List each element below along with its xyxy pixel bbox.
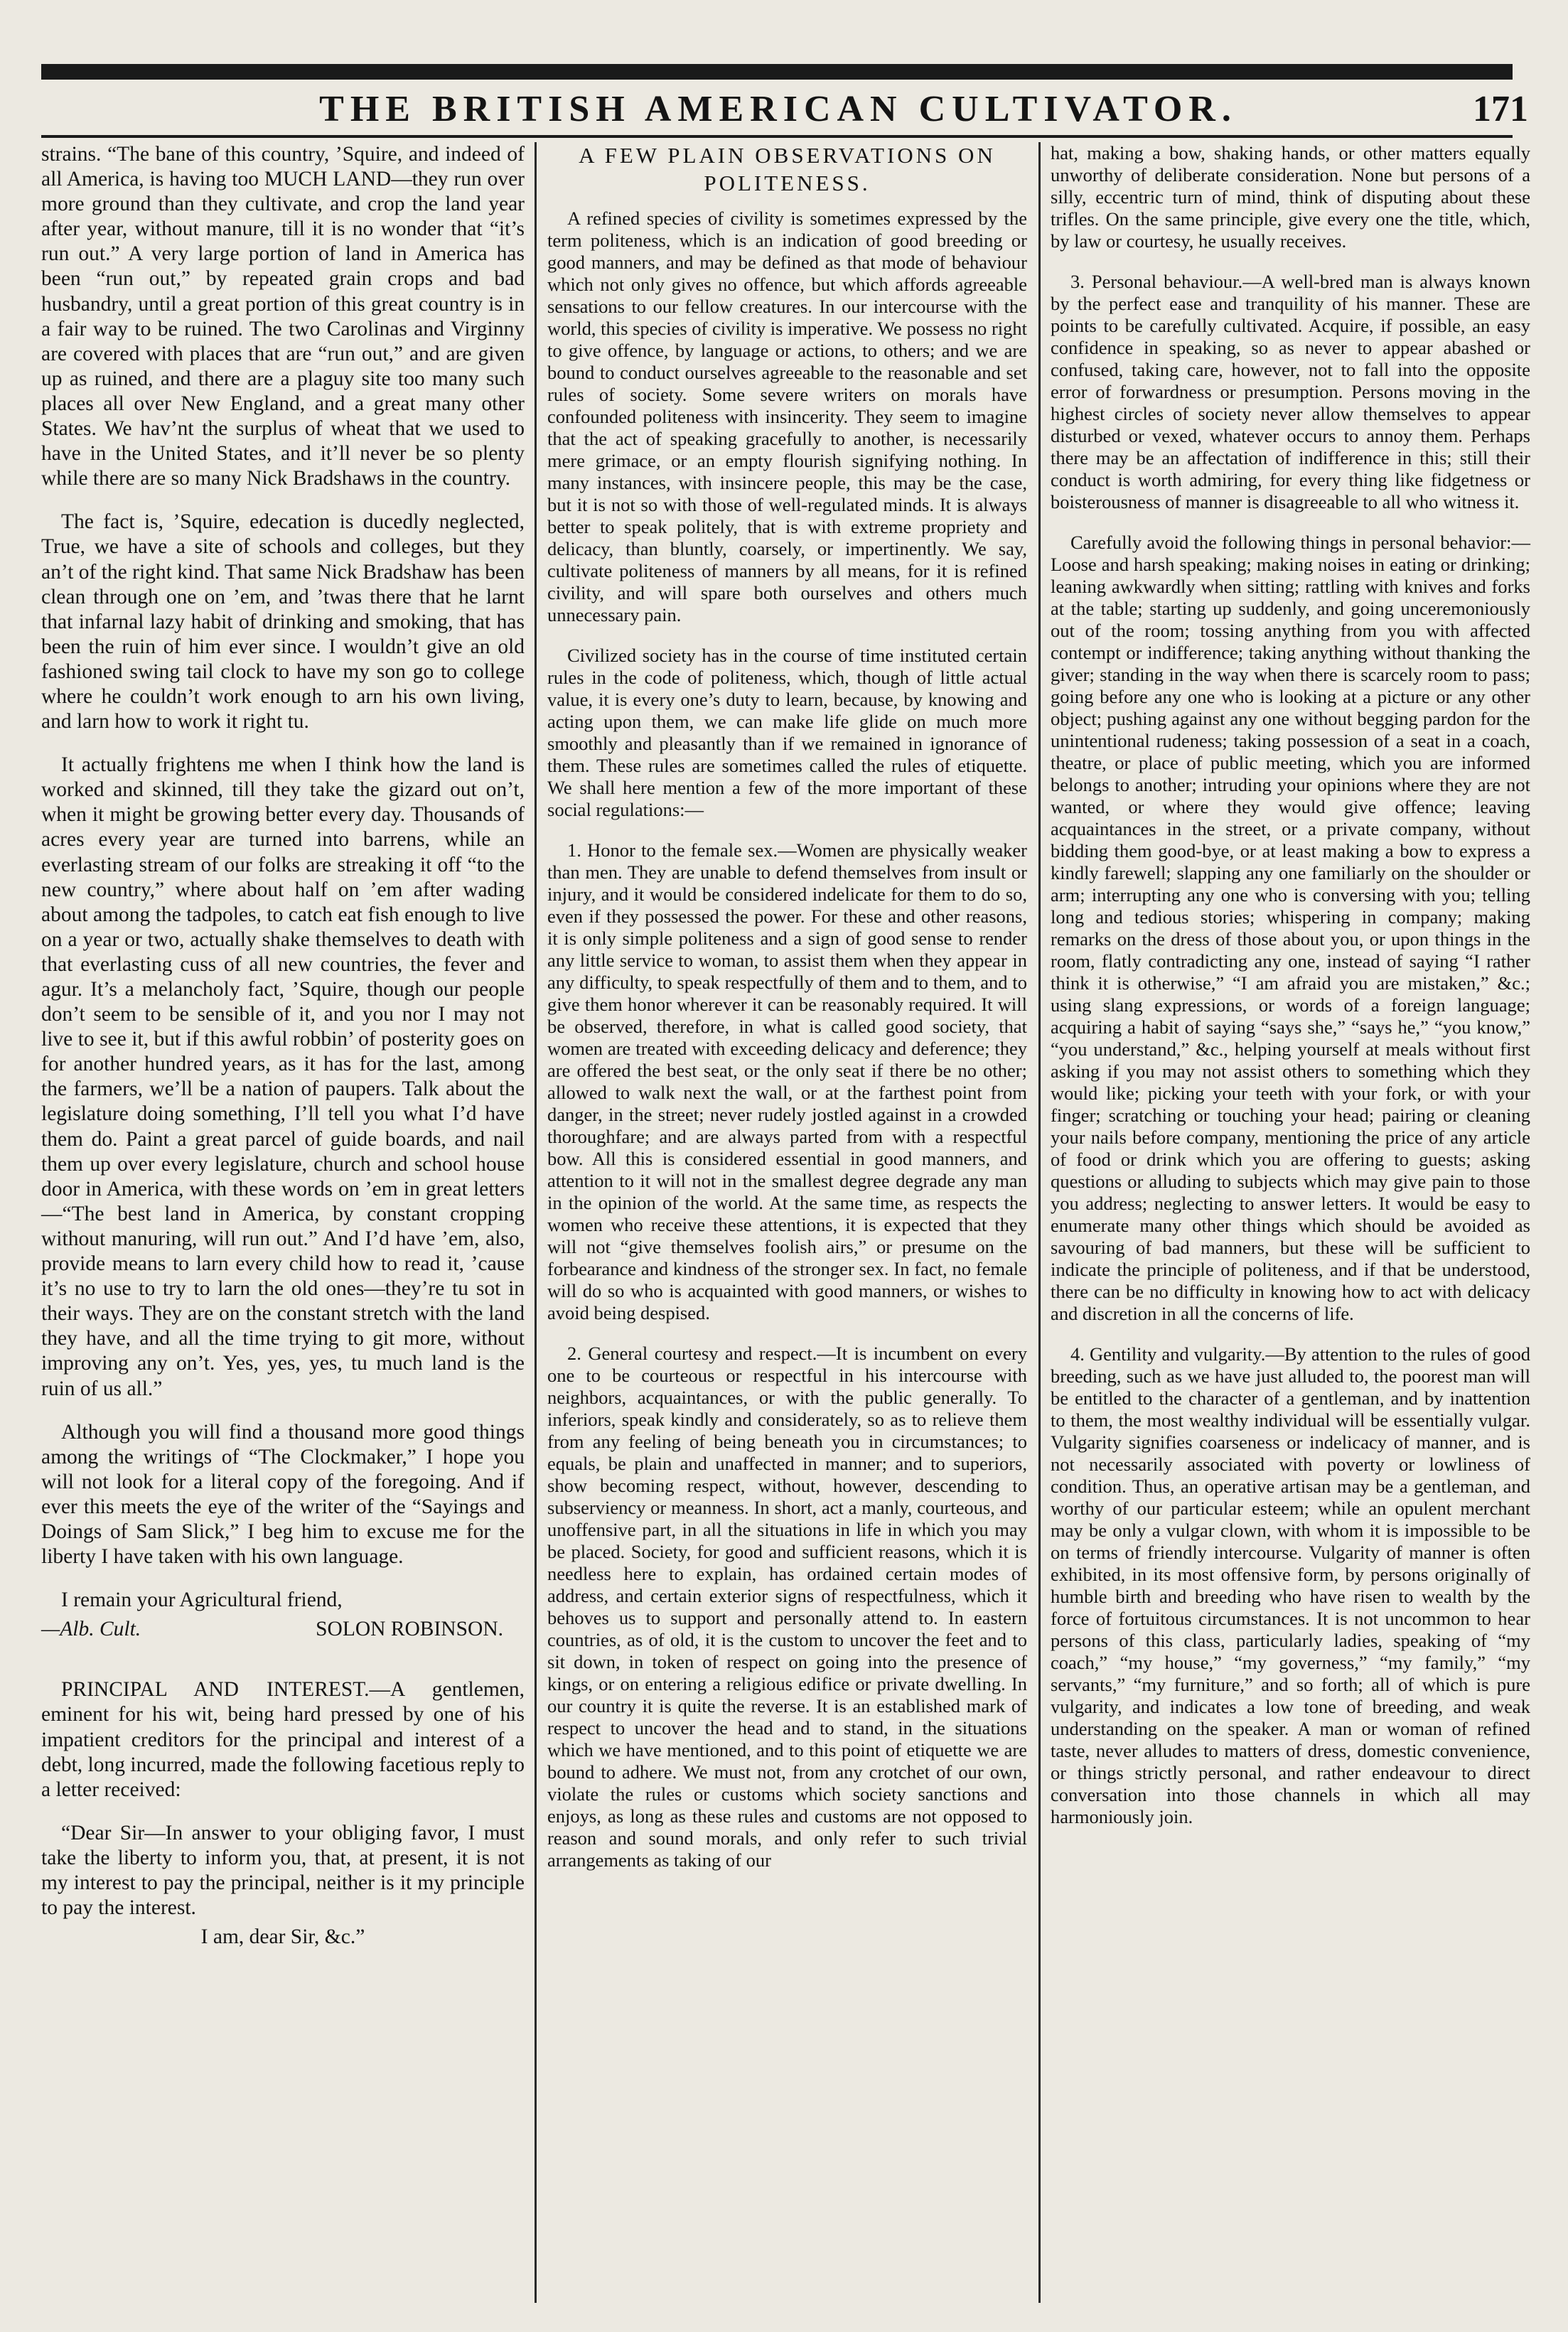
article-paragraph: A refined species of civility is sometimes expressed by the term politeness, which is an indication of good breeding or good manners, and may be defined as that mode of behaviour which not only gives no offence, but which affords agreeable sensations to our fellow creatures. In our intercourse with the world, this species of civility is imperative. We possess no right to give offence, by language or actions, to others; and we are bound to conduct ourselves agreeable to the reasonable and set rules of society. Some severe writers on morals have confounded politeness with insincerity. They seem to imagine that the act of speaking gracefully to another, is necessarily mere grimace, or an empty flourish signifying nothing. In many instances, with insincere people, this may be the case, but it is not so with those of well-regulated minds. It is always better to speak politely, that is with extreme propriety and delicacy, than bluntly, coarsely, or impertinently. We say, cultivate politeness of manners by all means, for it is refined civility, and will spare both ourselves and others much unnecessary pain. [547, 207, 1027, 625]
article-paragraph: PRINCIPAL AND INTEREST.—A gentlemen, eminent for his wit, being hard pressed by one of his impatient creditors for the principal and interest of a debt, long incurred, made the following facetious reply to a letter received: [41, 1678, 525, 1801]
article-paragraph: Carefully avoid the following things in personal behavior:—Loose and harsh speaking; making noises in eating or drinking; leaning awkwardly when sitting; rattling with knives and forks at the table; starting up suddenly, and going unceremoniously out of the room; tossing anything from you with affected contempt or indifference; taking anything without thanking the giver; standing in the way when there is scarcely room to pass; going before any one who is looking at a picture or any other object; pushing against any one without begging pardon for the unintentional rudeness; taking possession of a seat in a coach, theatre, or place of public meeting, which you are informed belongs to another; intruding your opinions where they are not wanted, or where they would give offence; leaving acquaintances in the street, or a private company, without bidding them good-bye, or at least making a bow to express a kindly farewell; slapping any one familiarly on the shoulder or arm; interrupting any one who is conversing with you; telling long and tedious stories; whispering in company; making remarks on the dress of those about you, or upon things in the room, flatly contradicting any one, instead of saying “I rather think it is otherwise,” “I am afraid you are mistaken,” &c.; using slang expressions, or words of a foreign language; acquiring a habit of saying “says she,” “says he,” “you know,” “you understand,” &c., helping yourself at meals without first asking if you may not assist others to something which they would like; picking your teeth with your fork, or with your finger; scratching or touching your head; pairing or cleaning your nails before company, mentioning the price of any article of food or drink which you are offering to guests; asking questions or alluding to subjects which may give pain to those you address; neglecting to answer letters. It would be easy to enumerate many other things which should be avoided as savouring of bad manners, but these will be sufficient to indicate the principle of politeness, and if that be understood, there can be no difficulty in knowing how to act with delicacy and discretion in all the concerns of life. [1051, 532, 1530, 1324]
author-name: SOLON ROBINSON. [316, 1618, 503, 1641]
article-heading: A FEW PLAIN OBSERVATIONS ON POLITENESS. [579, 143, 996, 195]
column-rule-2 [1038, 142, 1041, 2303]
page-number: 171 [1473, 89, 1528, 129]
article-paragraph: 3. Personal behaviour.—A well-bred man is always known by the perfect ease and tranquility of his manner. These are points to be carefully cultivated. Acquire, if possible, an easy confidence in speaking, so as never to appear abashed or confused, taking care, however, not to fall into the opposite error of forwardness or presumption. Persons moving in the highest circles of society never allow themselves to appear disturbed or vexed, whatever occurs to annoy them. Perhaps there may be an affectation of indifference in this; still their conduct is worth admiring, for every thing like fidgetness or boisterousness of manner is disagreeable to all who witness it. [1051, 271, 1530, 512]
article-paragraph: 1. Honor to the female sex.—Women are physically weaker than men. They are unable to defend themselves from insult or injury, and it would be considered indelicate for them to do so, even if they possessed the power. For these and other reasons, it is only simple politeness and a sign of good sense to render any little service to woman, to assist them when they appear in any difficulty, to speak respectfully of them and to them, and to give them honor wherever it can be reasonably required. It will be observed, therefore, in what is called good society, that women are treated with exceeding delicacy and deference; they are offered the best seat, or the only seat if there be no other; allowed to walk next the wall, or at the farthest point from danger, in the street; never rudely jostled against in a crowded thoroughfare; and are always parted from with a respectful bow. All this is considered essential in good manners, and attention to it will not in the smallest degree degrade any man in the opinion of the world. At the same time, as respects the women who receive these attentions, it is expected that they will not “give themselves foolish airs,” or presume on the forbearance and kindness of the stronger sex. In fact, no female will do so who is acquainted with good manners, or wishes to avoid being despised. [547, 839, 1027, 1323]
top-rule [41, 64, 1513, 80]
column-1 [41, 142, 525, 1968]
closing-line: I remain your Agricultural friend, [61, 1589, 343, 1612]
source-credit: —Alb. Cult. [41, 1618, 141, 1641]
page-title: THE BRITISH AMERICAN CULTIVATOR. [319, 89, 1237, 129]
column-2 [547, 142, 1027, 1890]
header-rule [41, 135, 1513, 138]
article-paragraph: Civilized society has in the course of time instituted certain rules in the code of politeness, which, though of little actual value, it is every one’s duty to learn, because, by knowing and acting upon them, we can make life glide on much more smoothly and pleasantly than if we remained in ignorance of them. These rules are sometimes called the rules of etiquette. We shall here mention a few of the more important of these social regulations:— [547, 644, 1027, 820]
article-paragraph: 4. Gentility and vulgarity.—By attention to the rules of good breeding, such as we have just alluded to, the poorest man will be entitled to the character of a gentleman, and by inattention to them, the most wealthy individual will be essentially vulgar. Vulgarity signifies coarseness or indelicacy of manner, and is not necessarily associated with poverty or lowliness of condition. Thus, an operative artisan may be a gentleman, and worthy of our particular esteem; while an opulent merchant may be only a vulgar clown, with whom it is impossible to be on terms of friendly intercourse. Vulgarity of manner is often exhibited, in its most offensive form, by persons originally of humble birth and breeding who have risen to wealth by the force of fortuitous circumstances. It is not uncommon to hear persons of this class, particularly ladies, speaking of “my coach,” “my house,” “my governess,” “my family,” “my servants,” “my furniture,” and so forth; all of which is pure vulgarity, and indicates a low tone of breeding, and weak understanding on the speaker. A man or woman of refined taste, never alludes to matters of dress, domestic convenience, or things strictly personal, and rather endeavour to direct conversation into those channels in which all may harmoniously join. [1051, 1343, 1530, 1827]
masthead [28, 84, 1528, 135]
closing-salutation: I am, dear Sir, &c.” [200, 1925, 365, 1949]
article-paragraph: It actually frightens me when I think how the land is worked and skinned, till they take the gizard out on’t, when it might be growing better every day. Thousands of acres every year are turned into barrens, while an everlasting stream of our folks are streaking it off “to the new country,” where about half on ’em after wading about among the tadpoles, to catch eat fish enough to live on a year or two, actually shake themselves to death with that everlasting cuss of all new countries, the fever and agur. It’s a melancholy fact, ’Squire, though our people don’t seem to be sensible of it, and you nor I may not live to see it, but if this awful robbin’ of posterity goes on for another hundred years, as it has for the last, among the farmers, we’ll be a nation of paupers. Talk about the legislature doing something, I’ll tell you what I’d have them do. Paint a great parcel of guide boards, and nail them up over every legislature, church and school house door in America, with these words on ’em in great letters—“The best land in America, by constant cropping without manuring, will run out.” And I’d have ’em, also, provide means to larn every child how to read it, ’cause it’s no use to try to larn the old ones—they’re tu sot in their ways. They are on the constant stretch with the land they have, and all the time trying to git more, without improving any on’t. Yes, yes, yes, tu much land is the ruin of us all.” [41, 753, 525, 1400]
article-paragraph: strains. “The bane of this country, ’Squire, and indeed of all America, is having too MUCH LAND—they run over more ground than they cultivate, and crop the land year after year, without manure, till it is no wonder that “it’s run out.” A very large portion of land in America has been “run out,” by repeated grain crops and bad husbandry, until a great portion of this great country is in a fair way to be ruined. The two Carolinas and Virginny are covered with places that are “run out,” and are given up as ruined, and there are a plaguy site too many such places all over New England, and a great many other States. We hav’nt the surplus of wheat that we used to have in the United States, and it’ll never be so plenty while there are so many Nick Bradshaws in the country. [41, 143, 525, 490]
article-paragraph: hat, making a bow, shaking hands, or other matters equally unworthy of deliberate consideration. None but persons of a silly, eccentric turn of mind, think of disputing about these trifles. On the same principle, give every one the title, which, by law or courtesy, he usually receives. [1051, 142, 1530, 252]
article-paragraph: Although you will find a thousand more good things among the writings of “The Clockmaker,” I hope you will not look for a literal copy of the foregoing. And if ever this meets the eye of the writer of the “Sayings and Doings of Sam Slick,” I beg him to excuse me for the liberty I have taken with his own language. [41, 1420, 525, 1569]
article-paragraph: 2. General courtesy and respect.—It is incumbent on every one to be courteous or respectful in his intercourse with neighbors, acquaintances, or with the public generally. To inferiors, speak kindly and considerately, so as to relieve them from any feeling of being beneath you in circumstances; to equals, be plain and unaffected in manner; and to superiors, show becoming respect, without, however, descending to subserviency or meanness. In short, act a manly, courteous, and unoffensive part, in all the situations in life in which you may be placed. Society, for good and sufficient reasons, which it is needless here to explain, has ordained certain modes of address, and certain exterior signs of respectfulness, which it behoves us to support and personally attend to. In eastern countries, as of old, it is the custom to uncover the feet and to sit down, in token of respect on going into the presence of kings, or on entering a religious edifice or private dwelling. In our country it is quite the reverse. It is an established mark of respect to uncover the head and to stand, in the situations which we have mentioned, and to this point of etiquette we are bound to adhere. We must not, from any crotchet of our own, violate the rules or customs which society sanctions and enjoys, as long as these rules and customs are not opposed to reason and sound morals, and only refer to such trivial arrangements as taking of our [547, 1342, 1027, 1871]
article-paragraph: The fact is, ’Squire, edecation is ducedly neglected, True, we have a site of schools and colleges, but they an’t of the right kind. That same Nick Bradshaw has been clean through one on ’em, and ’twas there that he larnt that infarnal lazy habit of drinking and smoking, that has been the ruin of him ever since. I wouldn’t give an old fashioned swing tail clock to have my son go to college where he couldn’t work enough to arn his own living, and larn how to work it right tu. [41, 510, 525, 734]
column-3 [1051, 142, 1530, 1847]
signature [41, 1617, 503, 1642]
column-rule-1 [535, 142, 537, 2303]
article-paragraph: “Dear Sir—In answer to your obliging favor, I must take the liberty to inform you, that, at present, it is not my interest to pay the principal, neither is it my principle to pay the interest. [41, 1821, 525, 1920]
